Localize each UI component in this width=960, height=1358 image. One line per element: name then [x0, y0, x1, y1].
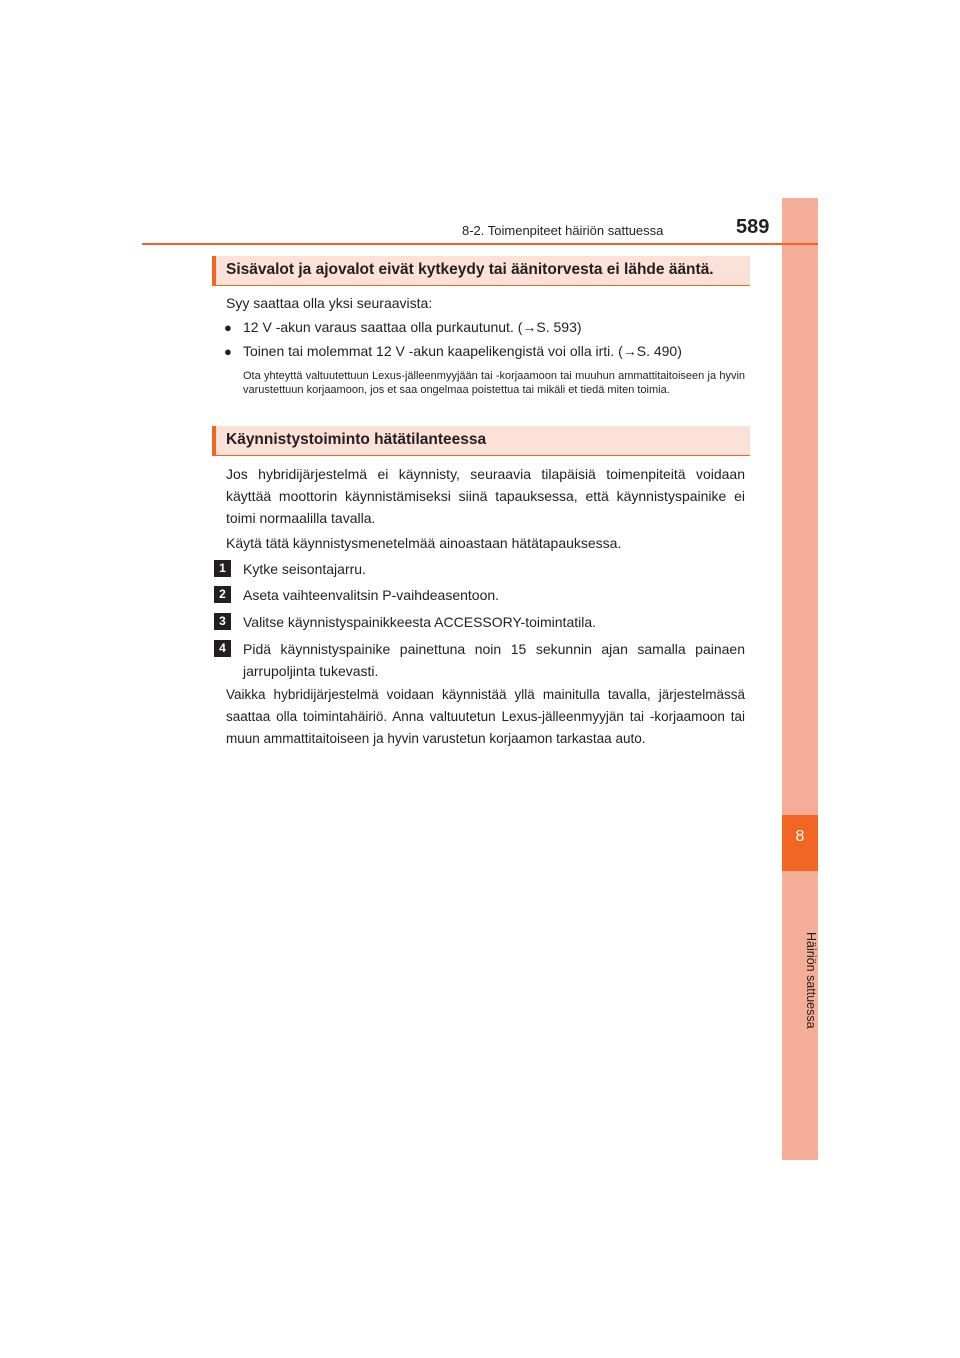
section-heading-lights-text: Sisävalot ja ajovalot eivät kytkeydy tai äänitorvesta ei lähde ääntä.	[226, 261, 714, 278]
step-text: Pidä käynnistyspainike painettuna noin 15 sekunnin ajan samalla painaen jarrupoljinta tukevasti.	[243, 641, 745, 679]
bullet-item: Toinen tai molemmat 12 V -akun kaapelikengistä voi olla irti. (→S. 490)	[243, 343, 682, 359]
section-heading-emergency-start-text: Käynnistystoiminto hätätilanteessa	[226, 431, 487, 448]
step-number-badge: 2	[214, 586, 231, 603]
paragraph: Käytä tätä käynnistysmenetelmää ainoastaan hätätapauksessa.	[226, 535, 622, 551]
step-number-badge: 1	[214, 560, 231, 577]
bullet-icon: ●	[224, 344, 232, 359]
section-title: 8-2. Toimenpiteet häiriön sattuessa	[462, 223, 664, 238]
paragraph: Jos hybridijärjestelmä ei käynnisty, seuraavia tilapäisiä toimenpiteitä voidaan käyttää moottorin käynnistämiseksi siinä tapauksessa, että käynnistyspainike ei toimi normaalilla tavalla.	[226, 466, 745, 526]
header-rule	[142, 243, 818, 245]
step-number-badge: 3	[214, 613, 231, 630]
step-text: Valitse käynnistyspainikkeesta ACCESSORY-toimintatila.	[243, 614, 597, 630]
intro-text: Syy saattaa olla yksi seuraavista:	[226, 295, 433, 311]
bullet-icon: ●	[224, 320, 232, 335]
section-heading-emergency-start	[212, 426, 750, 456]
bullet-item: 12 V -akun varaus saattaa olla purkautunut. (→S. 593)	[243, 319, 582, 335]
step-text: Kytke seisontajarru.	[243, 561, 366, 577]
note-text: Ota yhteyttä valtuutettuun Lexus-jälleenmyyjään tai -korjaamoon tai muuhun ammattitaitoiseen ja hyvin varustettuun korjaamoon, jos et saa ongelmaa poistettua tai mikäli et tiedä miten toimia.	[243, 370, 745, 396]
page-number: 589	[736, 216, 770, 238]
closing-paragraph: Vaikka hybridijärjestelmä voidaan käynnistää yllä mainitulla tavalla, järjestelmässä saattaa olla toimintahäiriö. Anna valtuutetun Lexus-jälleenmyyjän tai -korjaamoon tai muun ammattitaitoiseen ja hyvin varustetun korjaamon tarkastaa auto.	[226, 687, 745, 746]
section-heading-lights	[212, 256, 750, 286]
step-number-badge: 4	[214, 640, 231, 657]
chapter-number: 8	[795, 828, 805, 845]
chapter-title: Häiriön sattuessa	[804, 931, 818, 1029]
step-text: Aseta vaihteenvalitsin P-vaihdeasentoon.	[243, 587, 500, 603]
